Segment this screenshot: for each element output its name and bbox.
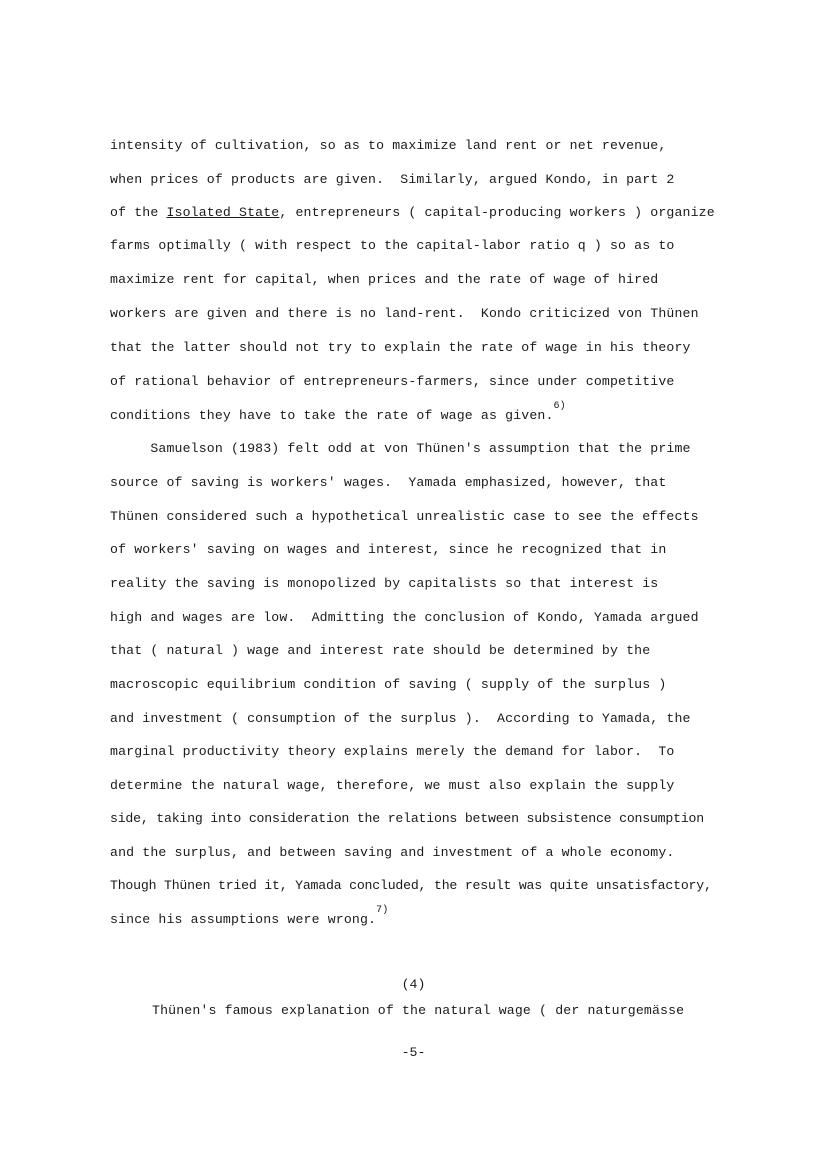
section-first-line: Thünen's famous explanation of the natural wage ( der naturgemässe — [152, 1003, 685, 1018]
text-line: determine the natural wage, therefore, we must also explain the supply — [110, 778, 675, 793]
text-segment: since his assumptions were wrong. — [110, 912, 377, 927]
text-line: intensity of cultivation, so as to maximize land rent or net revenue, — [110, 138, 667, 153]
page-number: -5- — [401, 1045, 426, 1060]
text-line — [110, 905, 389, 930]
text-segment: conditions they have to take the rate of wage as given. — [110, 408, 554, 423]
text-segment: of the — [110, 205, 167, 220]
text-line: of rational behavior of entrepreneurs-farmers, since under competitive — [110, 374, 675, 389]
text-line: Thünen considered such a hypothetical unrealistic case to see the effects — [110, 509, 699, 524]
text-line: workers are given and there is no land-rent. Kondo criticized von Thünen — [110, 306, 699, 321]
text-line: Samuelson (1983) felt odd at von Thünen's assumption that the prime — [110, 441, 691, 456]
book-title: Isolated State — [166, 205, 280, 220]
text-line: reality the saving is monopolized by capitalists so that interest is — [110, 576, 659, 591]
footnote-marker: 7) — [376, 905, 389, 916]
text-line: source of saving is workers' wages. Yamada emphasized, however, that — [110, 475, 667, 490]
text-line: high and wages are low. Admitting the conclusion of Kondo, Yamada argued — [110, 610, 699, 625]
text-line — [110, 205, 715, 221]
text-line: maximize rent for capital, when prices and the rate of wage of hired — [110, 272, 659, 287]
section-number: (4) — [401, 977, 426, 992]
text-line: that the latter should not try to explain the rate of wage in his theory — [110, 340, 691, 355]
text-line — [110, 401, 566, 426]
text-line: and the surplus, and between saving and investment of a whole economy. — [110, 845, 675, 860]
text-line: marginal productivity theory explains merely the demand for labor. To — [110, 744, 675, 759]
text-line: that ( natural ) wage and interest rate should be determined by the — [110, 643, 651, 658]
footnote-marker: 6) — [553, 401, 566, 412]
text-line: macroscopic equilibrium condition of saving ( supply of the surplus ) — [110, 677, 667, 692]
text-line: of workers' saving on wages and interest, since he recognized that in — [110, 542, 667, 557]
text-segment: , entrepreneurs ( capital-producing workers ) organize — [279, 205, 715, 220]
text-line: side, taking into consideration the relations between subsistence consumption — [110, 811, 704, 826]
text-line: when prices of products are given. Similarly, argued Kondo, in part 2 — [110, 172, 675, 187]
text-line: Though Thünen tried it, Yamada concluded, the result was quite unsatisfactory, — [110, 878, 712, 893]
text-line: farms optimally ( with respect to the capital-labor ratio q ) so as to — [110, 238, 675, 253]
text-line: and investment ( consumption of the surplus ). According to Yamada, the — [110, 711, 691, 726]
